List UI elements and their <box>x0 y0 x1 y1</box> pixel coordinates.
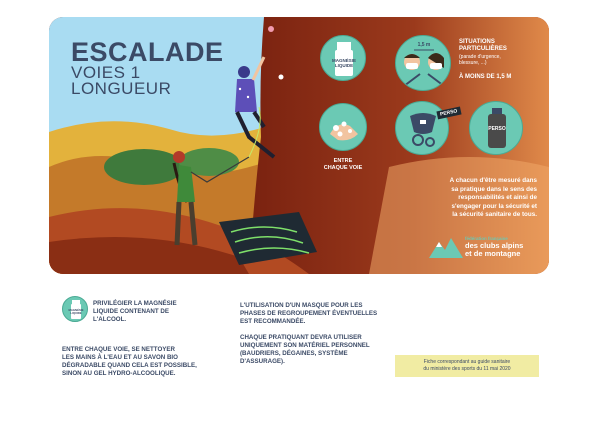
magnesie-label-line2: LIQUIDE <box>334 63 354 68</box>
distance-rule: À MOINS DE 1,5 M <box>459 74 512 80</box>
bottom-magnesie-label-line2: LIQUIDE <box>70 311 82 316</box>
tip-line: PRIVILÉGIER LA MAGNÉSIE <box>93 300 177 307</box>
tip-line: EST RECOMMANDÉE. <box>240 318 306 325</box>
source-note <box>395 355 539 377</box>
tip-handwash <box>62 346 197 378</box>
distance-label: 1,5 m <box>417 42 431 48</box>
tip-line: D'ASSURAGE). <box>240 358 285 365</box>
tip-line: L'ALCOOL. <box>93 316 127 323</box>
tip-mask <box>240 302 377 326</box>
magnesie-label-line1: MAGNÉSIE <box>331 58 356 63</box>
situations-title-line2: PARTICULIÈRES <box>459 46 507 52</box>
tip-line: UNIQUEMENT SON MATÉRIEL PERSONNEL <box>240 342 370 349</box>
federation-line2: et de montagne <box>465 249 521 258</box>
perso-tag-label: PERSO <box>439 108 458 118</box>
responsibility-line: s'engager pour la sécurité et <box>451 202 537 210</box>
tip-line: DÉGRADABLE QUAND CELA EST POSSIBLE, <box>62 362 197 369</box>
handwash-circle <box>319 103 367 151</box>
responsibility-line: sa pratique dans le sens des <box>451 185 537 193</box>
tip-line: CHAQUE PRATIQUANT DEVRA UTILISER <box>240 334 362 341</box>
responsibility-line: A chacun d'être mesuré dans <box>449 177 537 184</box>
distance-circle <box>395 35 451 91</box>
tip-line: L'UTILISATION D'UN MASQUE POUR LES <box>240 302 363 309</box>
poster-panel <box>49 17 549 274</box>
tip-line: LES MAINS À L'EAU ET AU SAVON BIO <box>62 354 178 361</box>
situations-title-line1: SITUATIONS <box>459 39 495 45</box>
bottom-magnesie-label-line1: MAGNÉSIE <box>68 308 84 312</box>
bottle-circle <box>469 101 523 155</box>
responsibility-line: responsabilités et ainsi de <box>458 194 537 201</box>
situations-detail-line1: (parade d'urgence, <box>459 54 501 60</box>
gear-circle <box>395 101 449 155</box>
source-note-line1: Fiche correspondant au guide sanitaire <box>423 359 511 365</box>
handwash-icon <box>320 104 367 151</box>
perso-bottle-label: PERSO <box>488 126 506 132</box>
responsibility-line: la sécurité sanitaire de tous. <box>452 211 537 218</box>
situations-detail-line2: blessure, ...) <box>459 60 487 66</box>
poster-title: ESCALADE <box>71 37 224 67</box>
magnesie-circle <box>320 35 366 81</box>
poster-subtitle-line1: VOIES 1 <box>71 63 141 82</box>
federation-logo-icon <box>429 236 463 258</box>
bottom-magnesie-circle <box>62 296 88 322</box>
federation-small: fédération française <box>465 236 508 241</box>
tip-magnesie <box>93 300 177 324</box>
tip-line: SINON AU GEL HYDRO-ALCOOLIQUE. <box>62 370 176 377</box>
source-note-line2: du ministère des sports du 11 mai 2020 <box>423 366 511 372</box>
tip-personal-gear <box>240 334 370 366</box>
tip-line: PHASES DE REGROUPEMENT ÉVENTUELLES <box>240 310 378 317</box>
tip-line: LIQUIDE CONTENANT DE <box>93 308 169 315</box>
tip-line: (BAUDRIERS, DÉGAINES, SYSTÈME <box>240 350 348 357</box>
tip-line: ENTRE CHAQUE VOIE, SE NETTOYER <box>62 346 175 353</box>
federation-line1: des clubs alpins <box>465 241 524 250</box>
poster-subtitle-line2: LONGUEUR <box>71 79 172 98</box>
entre-label-line1: ENTRE <box>333 158 353 164</box>
responsibility-text <box>407 177 537 220</box>
entre-label-line2: CHAQUE VOIE <box>323 165 363 171</box>
